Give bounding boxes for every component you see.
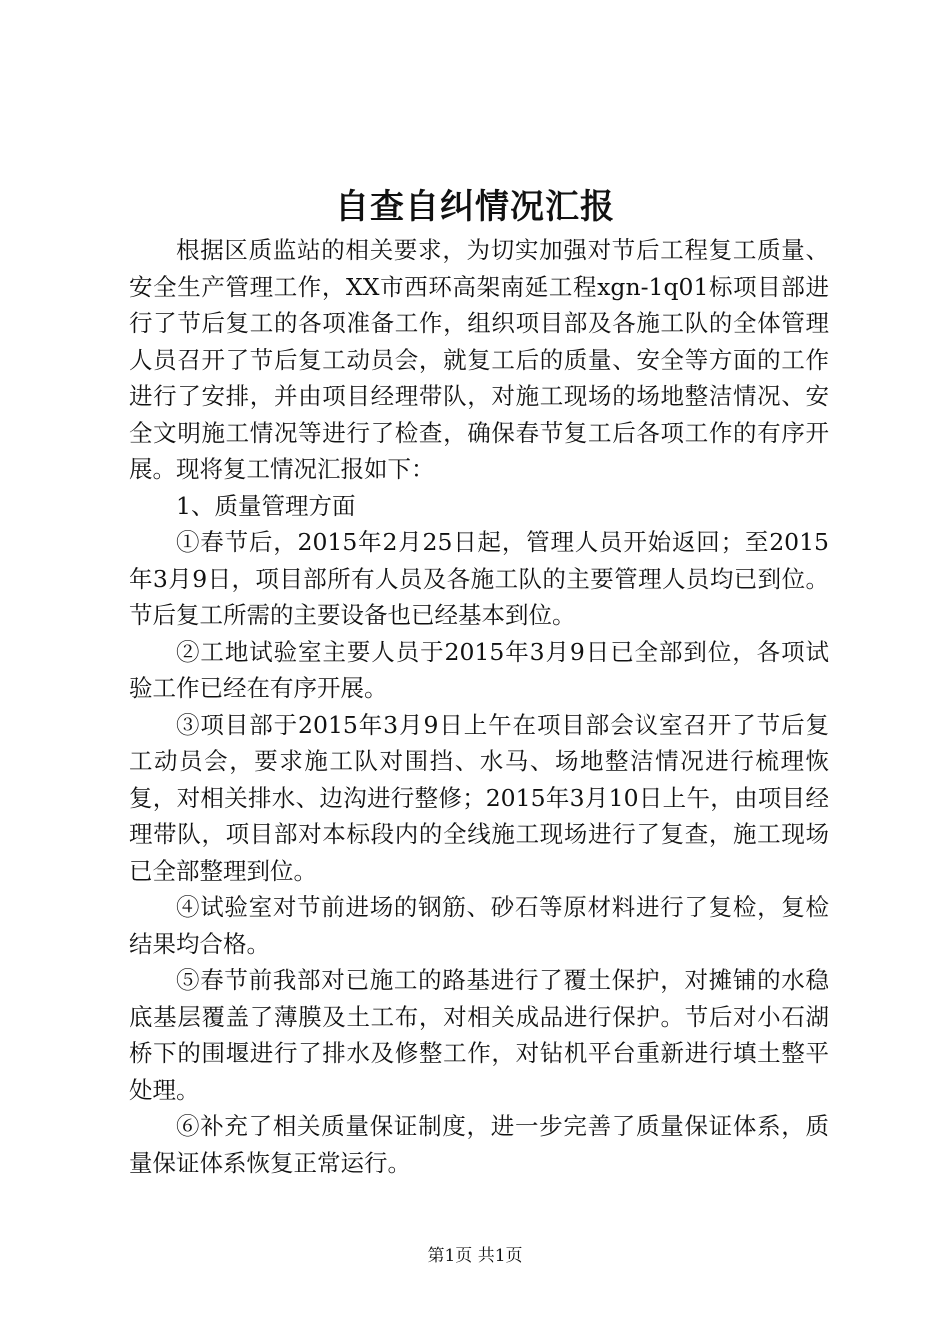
paragraph-item-1: ①春节后，2015年2月25日起，管理人员开始返回；至2015年3月9日，项目部所有人员及各施工队的主要管理人员均已到位。节后复工所需的主要设备也已经基本到位。	[129, 528, 829, 629]
paragraph-item-2: ②工地试验室主要人员于2015年3月9日已全部到位，各项试验工作已经在有序开展。	[129, 637, 829, 702]
paragraph-item-4: ④试验室对节前进场的钢筋、砂石等原材料进行了复检，复检结果均合格。	[129, 893, 829, 958]
paragraph-item-3: ③项目部于2015年3月9日上午在项目部会议室召开了节后复工动员会，要求施工队对围挡、水马、场地整洁情况进行梳理恢复，对相关排水、边沟进行整修；2015年3月10日上午，由项目经理带队，项目部对本标段内的全线施工现场进行了复查，施工现场已全部整理到位。	[129, 710, 829, 885]
page-footer: 第1页 共1页	[427, 1246, 523, 1266]
paragraph-item-6: ⑥补充了相关质量保证制度，进一步完善了质量保证体系，质量保证体系恢复正常运行。	[129, 1112, 829, 1177]
paragraph-item-5: ⑤春节前我部对已施工的路基进行了覆土保护，对摊铺的水稳底基层覆盖了薄膜及土工布，对相关成品进行保护。节后对小石湖桥下的围堰进行了排水及修整工作，对钻机平台重新进行填土整平处理。	[129, 966, 829, 1104]
document-body	[129, 232, 829, 1181]
paragraph-intro: 根据区质监站的相关要求，为切实加强对节后工程复工质量、安全生产管理工作，XX市西环高架南延工程xgn-1q01标项目部进行了节后复工的各项准备工作，组织项目部及各施工队的全体管理人员召开了节后复工动员会，就复工后的质量、安全等方面的工作进行了安排，并由项目经理带队，对施工现场的场地整洁情况、安全文明施工情况等进行了检查，确保春节复工后各项工作的有序开展。现将复工情况汇报如下：	[129, 236, 829, 483]
section-heading-quality: 1、质量管理方面	[176, 491, 356, 520]
document-title: 自查自纠情况汇报	[335, 187, 615, 227]
